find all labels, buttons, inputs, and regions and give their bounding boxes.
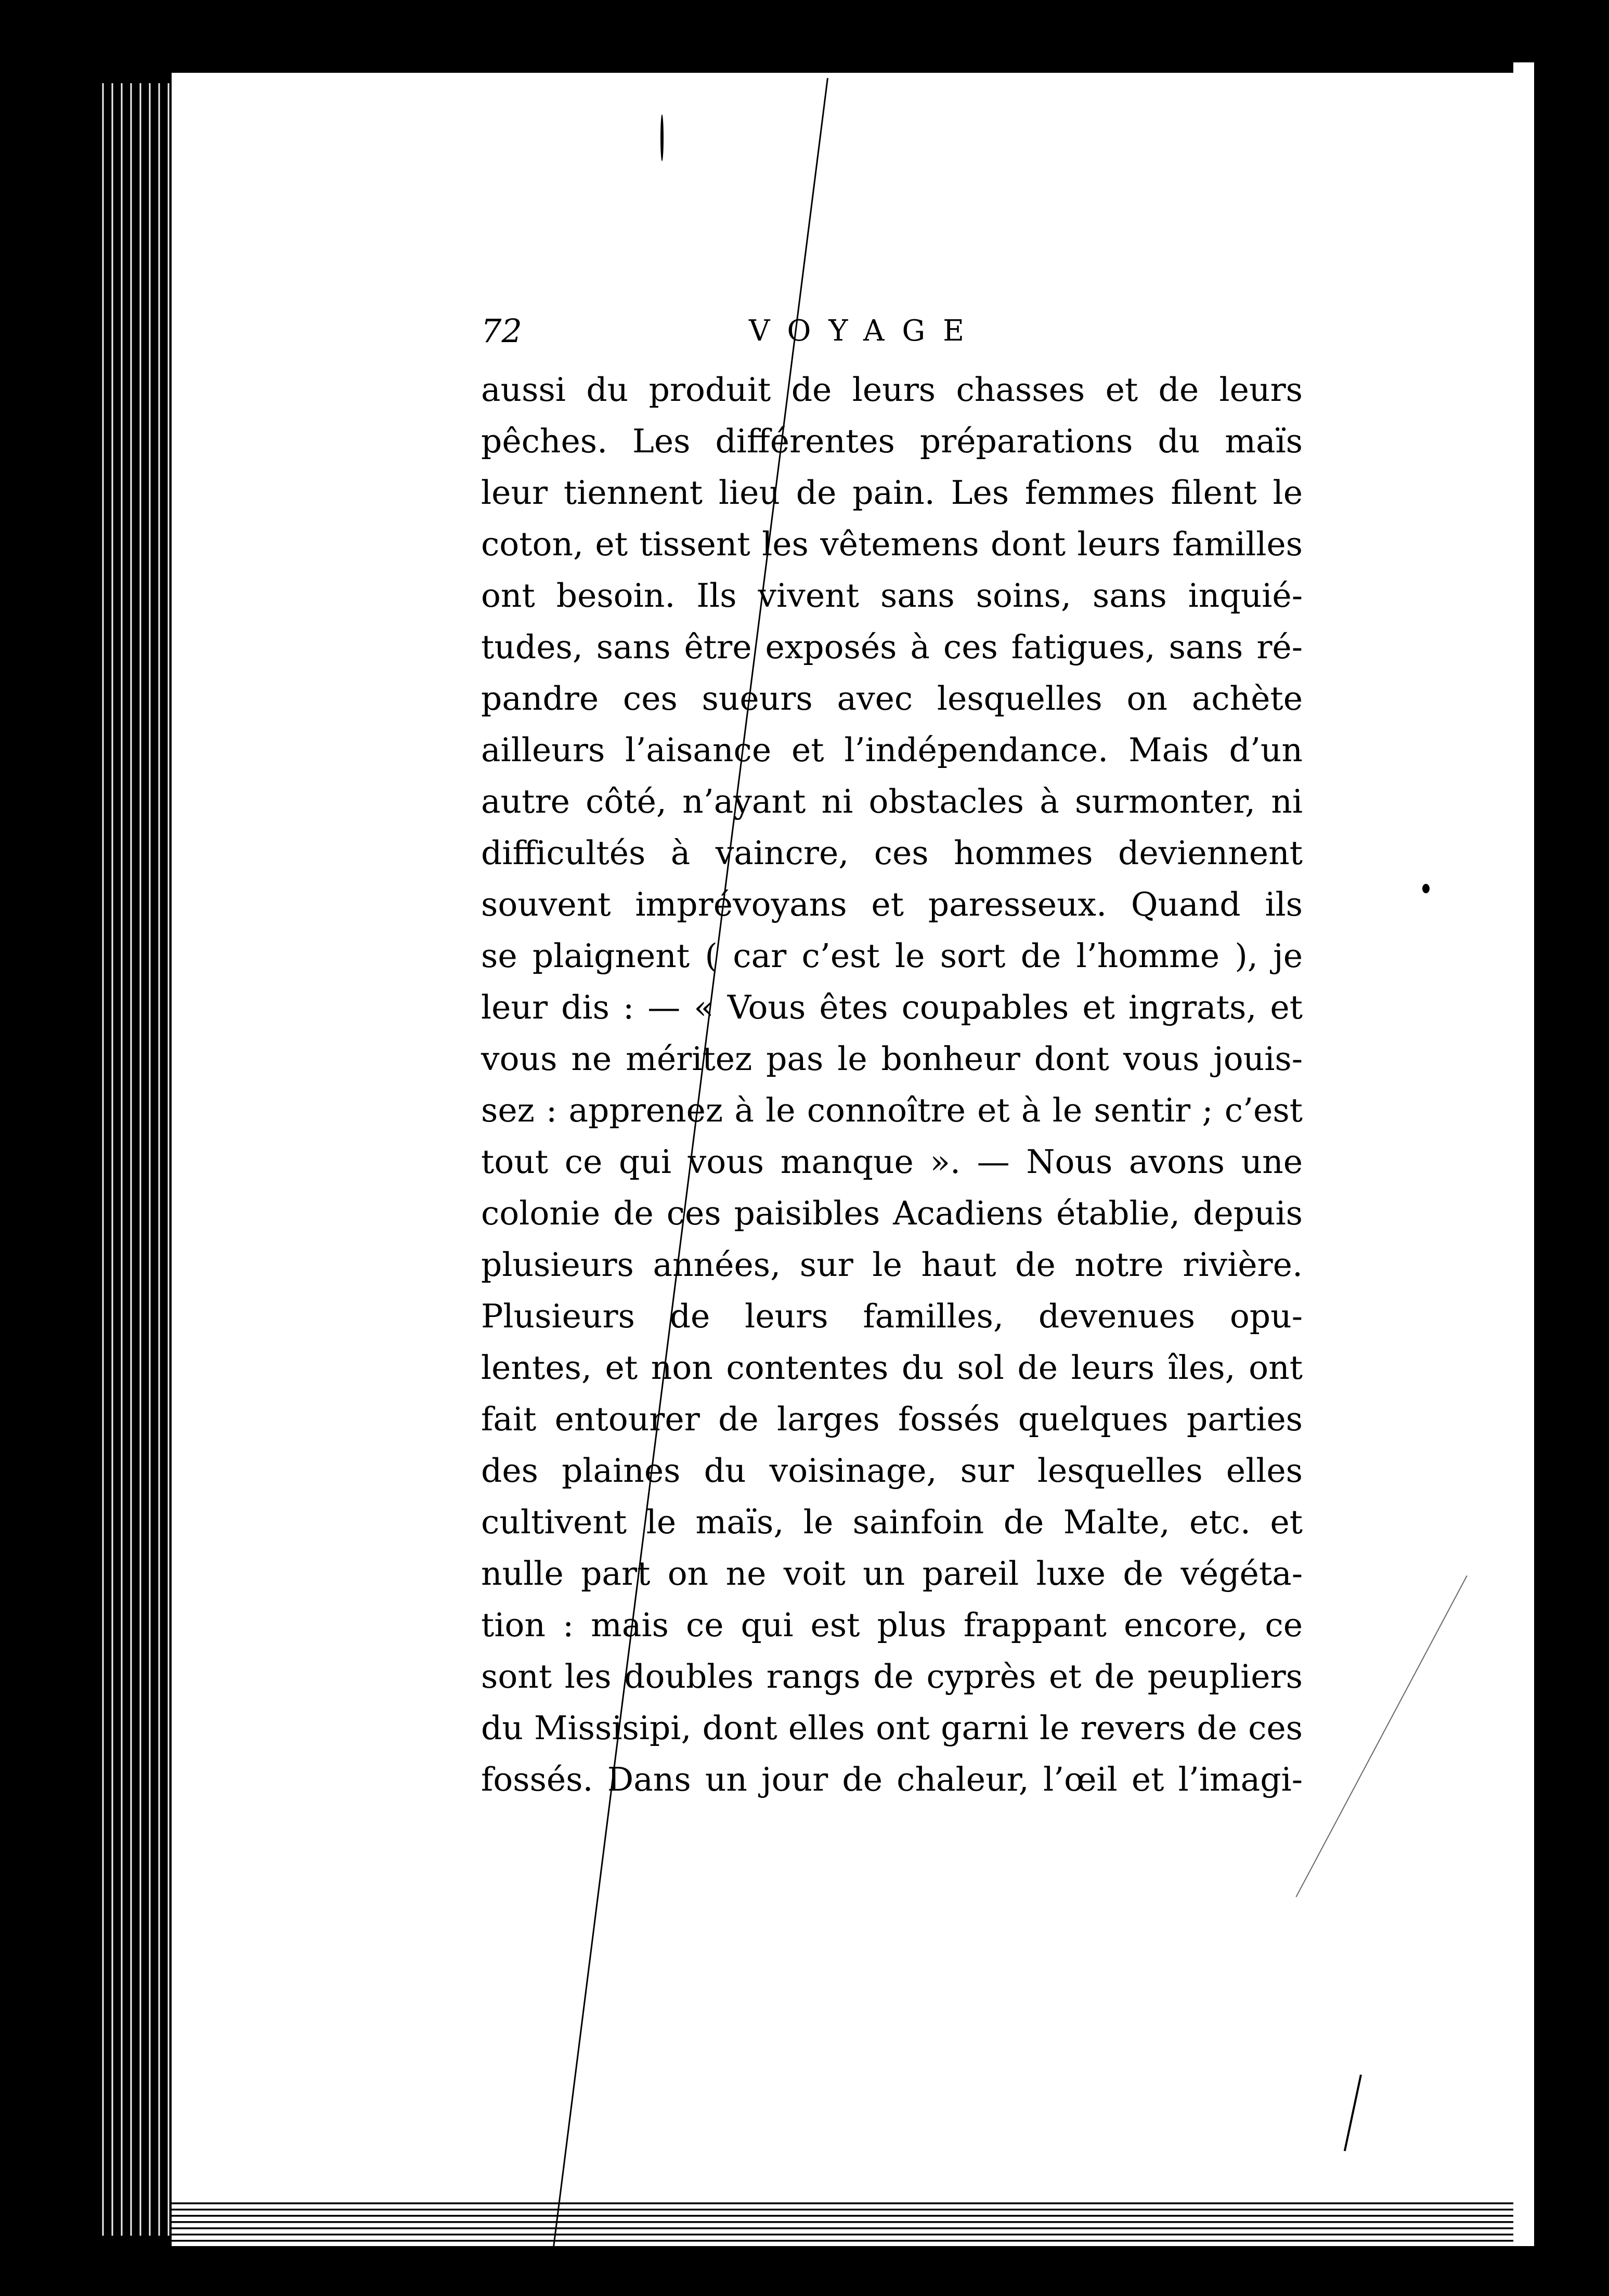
text-line: tion : mais ce qui est plus frappant encore, ce	[481, 1606, 1303, 1644]
page-edge-bottom	[172, 2199, 1513, 2246]
text-line: pêches. Les différentes préparations du maïs	[481, 422, 1303, 460]
speck	[1422, 884, 1430, 893]
text-line: leur dis : — « Vous êtes coupables et ingrats, et	[481, 988, 1303, 1026]
text-line: ailleurs l’aisance et l’indépendance. Mais d’un	[481, 731, 1303, 769]
text-line: colonie de ces paisibles Acadiens établie, depuis	[481, 1194, 1303, 1232]
text-line: nulle part on ne voit un pareil luxe de végéta-	[481, 1555, 1303, 1593]
text-line: lentes, et non contentes du sol de leurs îles, ont	[481, 1349, 1303, 1387]
text-line: autre côté, n’ayant ni obstacles à surmonter, ni	[481, 782, 1303, 820]
speck	[1539, 468, 1545, 499]
text-line: des plaines du voisinage, sur lesquelles elles	[481, 1452, 1303, 1490]
text-line: se plaignent ( car c’est le sort de l’homme ), je	[481, 937, 1303, 975]
page-number: 72	[481, 312, 522, 350]
text-line: sont les doubles rangs de cyprès et de peupliers	[481, 1658, 1303, 1695]
running-head: VOYAGE	[749, 314, 982, 348]
text-line: cultivent le maïs, le sainfoin de Malte, etc. et	[481, 1503, 1303, 1541]
text-line: fossés. Dans un jour de chaleur, l’œil et l’imagi-	[481, 1760, 1303, 1798]
text-line: souvent imprévoyans et paresseux. Quand ils	[481, 885, 1303, 923]
text-line: leur tiennent lieu de pain. Les femmes filent le	[481, 474, 1303, 512]
text-line: vous ne méritez pas le bonheur dont vous jouis-	[481, 1040, 1303, 1078]
speck	[660, 114, 664, 161]
page-header	[481, 312, 1303, 359]
text-line: aussi du produit de leurs chasses et de leurs	[481, 371, 1303, 409]
text-line: sez : apprenez à le connoître et à le sentir ; c’est	[481, 1091, 1303, 1129]
text-line: du Missisipi, dont elles ont garni le revers de ces	[481, 1709, 1303, 1747]
text-line: coton, et tissent les vêtemens dont leurs familles	[481, 525, 1303, 563]
text-line: fait entourer de larges fossés quelques parties	[481, 1400, 1303, 1438]
binding-edge	[1513, 62, 1534, 2246]
text-line: plusieurs années, sur le haut de notre rivière.	[481, 1246, 1303, 1284]
body-text	[481, 364, 1303, 1805]
text-line: Plusieurs de leurs familles, devenues opu-	[481, 1297, 1303, 1335]
text-line: tout ce qui vous manque ». — Nous avons une	[481, 1143, 1303, 1181]
text-line: ont besoin. Ils vivent sans soins, sans inquié-	[481, 577, 1303, 615]
text-line: tudes, sans être exposés à ces fatigues, sans ré-	[481, 628, 1303, 666]
binding-shadow	[1534, 62, 1576, 2246]
text-line: difficultés à vaincre, ces hommes deviennent	[481, 834, 1303, 872]
text-line: pandre ces sueurs avec lesquelles on achète	[481, 680, 1303, 718]
